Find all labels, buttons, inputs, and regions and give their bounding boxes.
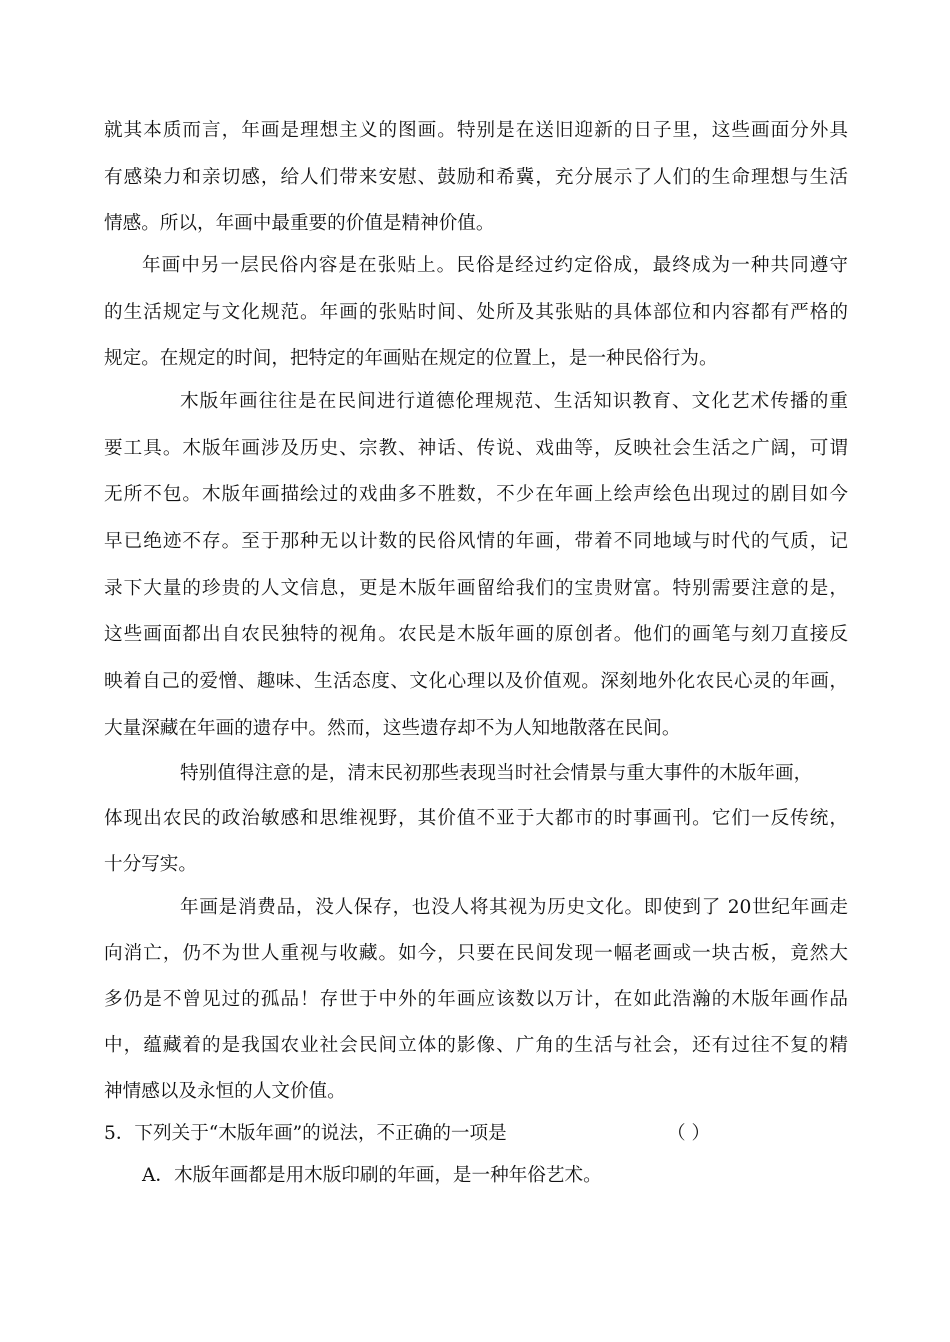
paragraph-2-line-1: 年画中另一层民俗内容是在张贴上。民俗是经过约定俗成，最终成为一种共同遵守 (142, 255, 848, 276)
question-stem: 5．下列关于“木版年画”的说法，不正确的一项是 (104, 1123, 507, 1144)
paragraph-5-line-1: 年画是消费品，没人保存，也没人将其视为历史文化。即使到了 20世纪年画走 (180, 897, 848, 918)
answer-parentheses: （ ） (667, 1123, 711, 1144)
paragraph-1-line-2: 有感染力和亲切感，给人们带来安慰、鼓励和希冀，充分展示了人们的生命理想与生活 (104, 167, 848, 188)
paragraph-3-line-8: 大量深藏在年画的遗存中。然而，这些遗存却不为人知地散落在民间。 (104, 718, 681, 739)
paragraph-5-line-5: 神情感以及永恒的人文价值。 (104, 1081, 346, 1102)
paragraph-2-line-3: 规定。在规定的时间，把特定的年画贴在规定的位置上，是一种民俗行为。 (104, 348, 718, 369)
paragraph-3-line-7: 映着自己的爱憎、趣味、生活态度、文化心理以及价值观。深刻地外化农民心灵的年画， (104, 671, 848, 692)
paragraph-5-line-4: 中，蕴藏着的是我国农业社会民间立体的影像、广角的生活与社会，还有过往不复的精 (104, 1035, 848, 1056)
paragraph-4-line-1: 特别值得注意的是，清末民初那些表现当时社会情景与重大事件的木版年画， (180, 763, 813, 784)
paragraph-1-line-1: 就其本质而言，年画是理想主义的图画。特别是在送旧迎新的日子里，这些画面分外具 (104, 120, 848, 141)
paragraph-3-line-4: 早已绝迹不存。至于那种无以计数的民俗风情的年画，带着不同地域与时代的气质，记 (104, 531, 848, 552)
paragraph-5-line-3: 多仍是不曾见过的孤品！存世于中外的年画应该数以万计，在如此浩瀚的木版年画作品 (104, 989, 848, 1010)
paragraph-3-line-1: 木版年画往往是在民间进行道德伦理规范、生活知识教育、文化艺术传播的重 (180, 391, 848, 412)
option-a: A．木版年画都是用木版印刷的年画，是一种年俗艺术。 (142, 1165, 602, 1186)
paragraph-3-line-6: 这些画面都出自农民独特的视角。农民是木版年画的原创者。他们的画笔与刻刀直接反 (104, 624, 848, 645)
paragraph-4-line-2: 体现出农民的政治敏感和思维视野，其价值不亚于大都市的时事画刊。它们一反传统， (104, 808, 848, 829)
paragraph-1-line-3: 情感。所以，年画中最重要的价值是精神价值。 (104, 213, 495, 234)
paragraph-3-line-2: 要工具。木版年画涉及历史、宗教、神话、传说、戏曲等，反映社会生活之广阔，可谓 (104, 438, 848, 459)
paragraph-5-line-2: 向消亡，仍不为世人重视与收藏。如今，只要在民间发现一幅老画或一块古板，竟然大 (104, 943, 848, 964)
paragraph-4-line-3: 十分写实。 (104, 854, 197, 875)
paragraph-3-line-3: 无所不包。木版年画描绘过的戏曲多不胜数，不少在年画上绘声绘色出现过的剧目如今 (104, 484, 848, 505)
paragraph-2-line-2: 的生活规定与文化规范。年画的张贴时间、处所及其张贴的具体部位和内容都有严格的 (104, 302, 848, 323)
paragraph-3-line-5: 录下大量的珍贵的人文信息，更是木版年画留给我们的宝贵财富。特别需要注意的是， (104, 578, 848, 599)
